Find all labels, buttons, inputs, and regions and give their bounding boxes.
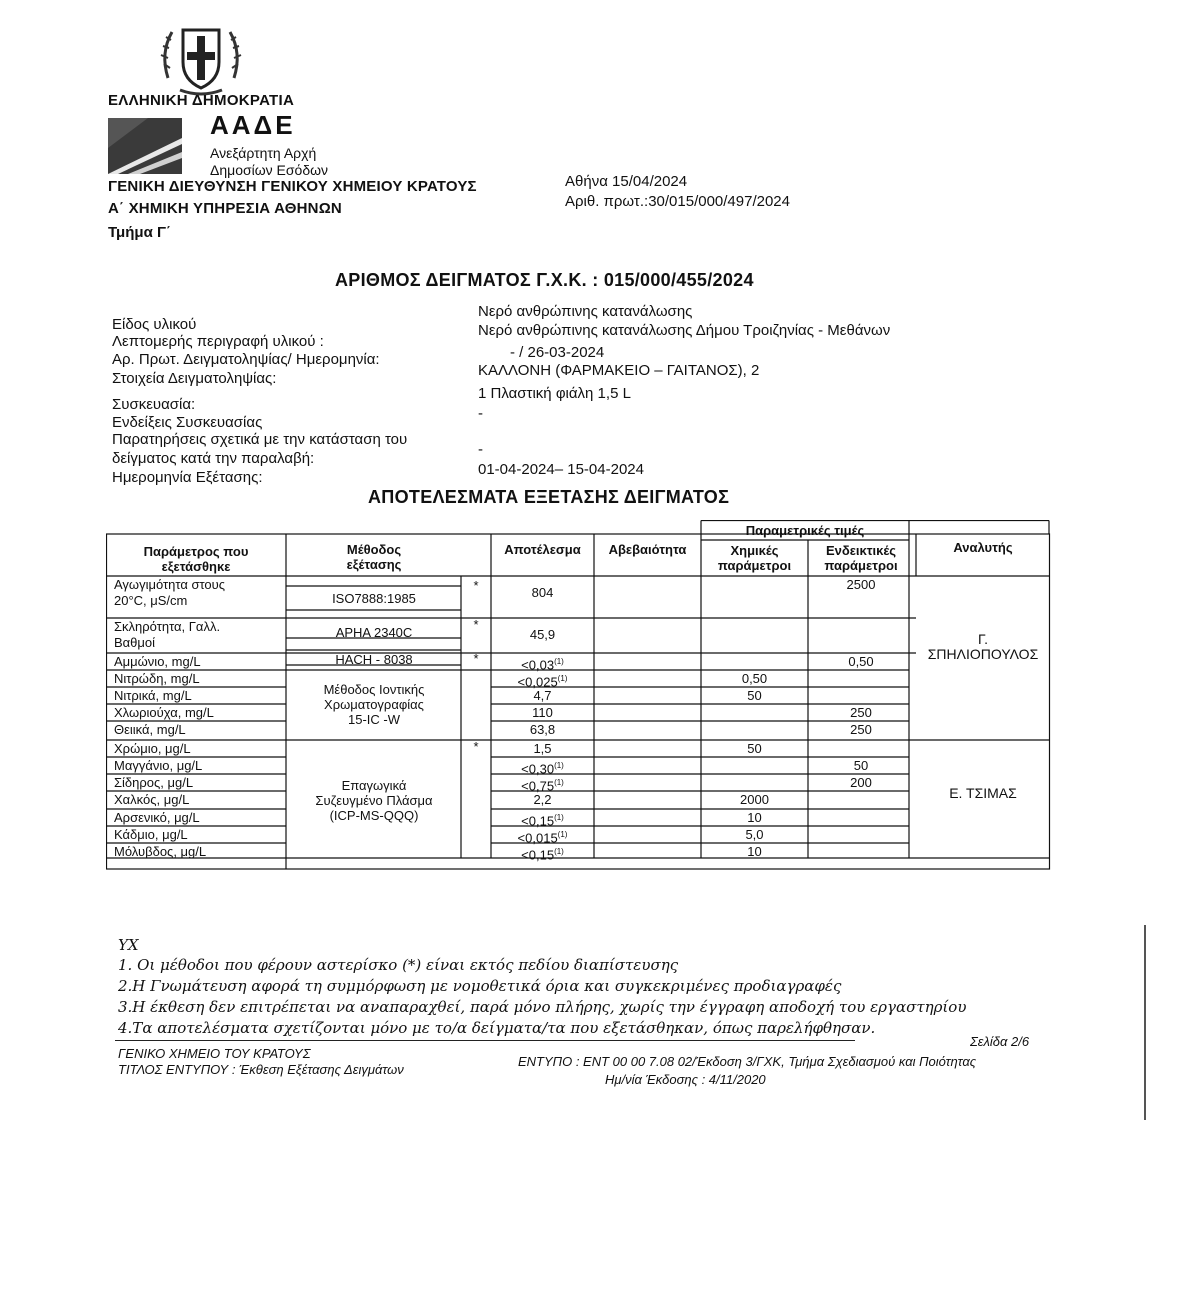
info-label: Αρ. Πρωτ. Δειγματοληψίας/ Ημερομηνία: bbox=[112, 351, 380, 368]
parameter-name: Σίδηρος, μg/L bbox=[114, 775, 194, 790]
result-value bbox=[494, 705, 591, 720]
header-parameter-line2: εξετάσθηκε bbox=[161, 559, 231, 574]
footnote-marker: (1) bbox=[554, 657, 564, 666]
info-label: Είδος υλικού bbox=[112, 316, 197, 333]
results-title: ΑΠΟΤΕΛΕΣΜΑΤΑ ΕΞΕΤΑΣΗΣ ΔΕΙΓΜΑΤΟΣ bbox=[368, 487, 730, 507]
aade-logo-icon bbox=[108, 118, 182, 174]
footnote-marker: (1) bbox=[554, 813, 564, 822]
footer-issue-date: Ημ/νία Έκδοσης : 4/11/2020 bbox=[605, 1072, 766, 1087]
result-value bbox=[494, 775, 591, 793]
analyst-surname: ΣΠΗΛΙΟΠΟΥΛΟΣ bbox=[927, 646, 1039, 662]
footer-divider bbox=[115, 1040, 855, 1041]
parameter-name: Χαλκός, μg/L bbox=[114, 792, 190, 807]
aade-title: ΑΑΔΕ bbox=[210, 110, 296, 140]
footnote-marker: (1) bbox=[557, 674, 568, 683]
parameter-name: Κάδμιο, μg/L bbox=[114, 827, 188, 842]
analyst-spiliopoulos bbox=[919, 632, 1047, 662]
header-parameter-line1: Παράμετρος που bbox=[143, 544, 249, 559]
method-ion-line3: 15-IC -W bbox=[348, 712, 400, 727]
method-apha: APHA 2340C bbox=[335, 625, 413, 640]
header-indicative-line1: Ενδεικτικές bbox=[825, 543, 897, 558]
general-directorate: ΓΕΝΙΚΗ ΔΙΕΥΘΥΝΣΗ ΓΕΝΙΚΟΥ ΧΗΜΕΙΟΥ ΚΡΑΤΟΥΣ bbox=[108, 178, 477, 195]
method-ion-line2: Χρωματογραφίας bbox=[324, 697, 424, 712]
header-indicative-line2: παράμετροι bbox=[824, 558, 898, 573]
info-value: 1 Πλαστική φιάλη 1,5 L bbox=[478, 385, 631, 402]
authority-line-2: Δημοσίων Εσόδων bbox=[210, 162, 329, 178]
note-3: 3.Η έκθεση δεν επιτρέπεται να αναπαραχθεί, παρά μόνο πλήρης, χωρίς την έγγραφη αποδοχή του εργαστηρίου bbox=[118, 998, 967, 1016]
service-name: Α΄ ΧΗΜΙΚΗ ΥΠΗΡΕΣΙΑ ΑΘΗΝΩΝ bbox=[108, 200, 342, 217]
result-number: 2,2 bbox=[533, 792, 552, 807]
document-date: Αθήνα 15/04/2024 bbox=[565, 173, 688, 190]
info-value: Νερό ανθρώπινης κατανάλωσης bbox=[478, 303, 693, 320]
result-value bbox=[494, 671, 591, 689]
header-parametric-values: Παραμετρικές τιμές bbox=[745, 523, 865, 538]
parameter-name: Αγωγιμότητα στους bbox=[114, 577, 226, 592]
info-value: - / 26-03-2024 bbox=[510, 344, 605, 361]
result-number: <0,025 bbox=[517, 674, 558, 690]
info-label: Παρατηρήσεις σχετικά με την κατάσταση του bbox=[112, 431, 408, 448]
result-value bbox=[494, 844, 591, 862]
result-number: <0,03 bbox=[521, 657, 555, 673]
chemical-limit: 5,0 bbox=[745, 827, 764, 842]
result-number: <0,15 bbox=[521, 813, 555, 829]
result-number: 63,8 bbox=[529, 722, 556, 737]
asterisk-mark: * bbox=[473, 651, 479, 666]
method-icp-line1: Επαγωγικά bbox=[341, 778, 407, 793]
result-number: 45,9 bbox=[529, 627, 556, 642]
parameter-name: Σκληρότητα, Γαλλ. bbox=[114, 619, 221, 634]
info-value: - bbox=[478, 405, 483, 422]
scan-edge-line bbox=[1144, 925, 1146, 1120]
header-result: Αποτέλεσμα bbox=[504, 542, 581, 557]
header-uncertainty: Αβεβαιότητα bbox=[608, 542, 687, 557]
parameter-name: Μαγγάνιο, μg/L bbox=[114, 758, 203, 773]
header-analyst: Αναλυτής bbox=[953, 540, 1013, 555]
parameter-unit: 20°C, μS/cm bbox=[114, 593, 188, 608]
parameter-name: Χλωριούχα, mg/L bbox=[114, 705, 214, 720]
result-value bbox=[494, 792, 591, 807]
result-number: <0,75 bbox=[521, 778, 555, 794]
footnote-marker: (1) bbox=[554, 778, 564, 787]
chemical-limit: 10 bbox=[747, 810, 762, 825]
header-chemical bbox=[704, 543, 805, 573]
footer-form-title: ΤΙΤΛΟΣ ΕΝΤΥΠΟΥ : Έκθεση Εξέτασης Δειγμάτων bbox=[118, 1062, 404, 1077]
result-value bbox=[494, 688, 591, 703]
chemical-limit: 50 bbox=[747, 741, 762, 756]
note-1: 1. Οι μέθοδοι που φέρουν αστερίσκο (*) είναι εκτός πεδίου διαπίστευσης bbox=[118, 956, 679, 974]
info-label: Ημερομηνία Εξέτασης: bbox=[112, 469, 263, 486]
info-value: - bbox=[478, 441, 483, 458]
footer-gck: ΓΕΝΙΚΟ ΧΗΜΕΙΟ ΤΟΥ ΚΡΑΤΟΥΣ bbox=[118, 1046, 311, 1061]
asterisk-mark: * bbox=[473, 578, 479, 593]
result-number: 804 bbox=[531, 585, 554, 600]
result-number: <0,30 bbox=[521, 761, 555, 777]
parameter-name: Αμμώνιο, mg/L bbox=[114, 654, 201, 669]
method-icp-ms bbox=[289, 778, 459, 823]
footnote-marker: (1) bbox=[557, 830, 568, 839]
protocol-number: Αριθ. πρωτ.:30/015/000/497/2024 bbox=[565, 193, 790, 210]
info-value: ΚΑΛΛΟΝΗ (ΦΑΡΜΑΚΕΙΟ – ΓΑΙΤΑΝΟΣ), 2 bbox=[478, 362, 760, 379]
parameter-unit: Βαθμοί bbox=[114, 635, 156, 650]
method-hach: HACH - 8038 bbox=[335, 652, 413, 667]
results-table bbox=[106, 520, 1051, 870]
parameter-name: Μόλυβδος, μg/L bbox=[114, 844, 207, 859]
republic-heading: ΕΛΛΗΝΙΚΗ ΔΗΜΟΚΡΑΤΙΑ bbox=[108, 92, 295, 109]
header-method-line1: Μέθοδος bbox=[346, 542, 402, 557]
indicative-limit: 200 bbox=[850, 775, 872, 790]
result-value bbox=[494, 758, 591, 776]
method-ion-line1: Μέθοδος Ιοντικής bbox=[323, 682, 425, 697]
result-value bbox=[494, 654, 591, 672]
analyst-initial: Γ. bbox=[977, 631, 989, 647]
parameter-name: Νιτρώδη, mg/L bbox=[114, 671, 200, 686]
indicative-limit: 250 bbox=[850, 722, 872, 737]
result-value bbox=[494, 827, 591, 845]
chemical-limit: 0,50 bbox=[741, 671, 768, 686]
footer-form-code: ΕΝΤΥΠΟ : ΕΝΤ 00 00 7.08 02/Έκδοση 3/ΓΧΚ, Τμήμα Σχεδιασμού και Ποιότητας bbox=[518, 1054, 977, 1069]
indicative-limit: 0,50 bbox=[848, 654, 874, 669]
footnote-marker: (1) bbox=[554, 847, 564, 856]
analyst-tsimas: Ε. ΤΣΙΜΑΣ bbox=[949, 785, 1017, 801]
header-parameter bbox=[109, 544, 283, 574]
chemical-limit: 50 bbox=[747, 688, 762, 703]
result-number: 1,5 bbox=[533, 741, 552, 756]
sample-number-title: ΑΡΙΘΜΟΣ ΔΕΙΓΜΑΤΟΣ Γ.Χ.Κ. : 015/000/455/2024 bbox=[335, 270, 754, 290]
page-number: Σελίδα 2/6 bbox=[970, 1034, 1030, 1049]
header-method bbox=[289, 542, 459, 572]
result-number: <0,15 bbox=[521, 847, 555, 863]
result-value bbox=[494, 722, 591, 737]
result-value bbox=[494, 627, 591, 642]
info-label: Λεπτομερής περιγραφή υλικού : bbox=[112, 333, 324, 350]
indicative-limit: 50 bbox=[853, 758, 869, 773]
info-label: Στοιχεία Δειγματοληψίας: bbox=[112, 370, 277, 387]
parameter-name: Νιτρικά, mg/L bbox=[114, 688, 192, 703]
info-label: Ενδείξεις Συσκευασίας bbox=[112, 414, 263, 431]
asterisk-mark: * bbox=[473, 617, 479, 632]
notes-heading: ΥΧ bbox=[118, 936, 139, 954]
result-number: 4,7 bbox=[533, 688, 552, 703]
parameter-name: Θειικά, mg/L bbox=[114, 722, 186, 737]
footnote-marker: (1) bbox=[554, 761, 564, 770]
note-2: 2.Η Γνωμάτευση αφορά τη συμμόρφωση με νομοθετικά όρια και συγκεκριμένες προδιαγραφές bbox=[118, 977, 842, 995]
authority-line-1: Ανεξάρτητη Αρχή bbox=[210, 145, 317, 161]
method-ion-chromatography bbox=[289, 682, 459, 727]
info-value: Νερό ανθρώπινης κατανάλωσης Δήμου Τροιζηνίας - Μεθάνων bbox=[478, 322, 891, 339]
info-value: 01-04-2024– 15-04-2024 bbox=[478, 461, 644, 478]
header-chemical-line1: Χημικές bbox=[730, 543, 779, 558]
indicative-limit: 2500 bbox=[846, 577, 876, 592]
method-icp-line2: Συζευγμένο Πλάσμα bbox=[315, 793, 433, 808]
note-4: 4.Τα αποτελέσματα σχετίζονται μόνο με το/α δείγματα/τα που εξετάσθηκαν, όπως παρελήφθησαν. bbox=[118, 1019, 876, 1037]
parameter-name: Αρσενικό, μg/L bbox=[114, 810, 200, 825]
result-value bbox=[494, 810, 591, 828]
asterisk-mark: * bbox=[473, 739, 479, 754]
chemical-limit: 10 bbox=[747, 844, 762, 859]
header-chemical-line2: παράμετροι bbox=[717, 558, 792, 573]
info-label: δείγματος κατά την παραλαβή: bbox=[112, 450, 315, 467]
result-value bbox=[494, 741, 591, 756]
result-number: 110 bbox=[532, 705, 553, 720]
info-label: Συσκευασία: bbox=[112, 396, 196, 413]
result-number: <0,015 bbox=[517, 830, 558, 846]
header-indicative bbox=[811, 543, 911, 573]
department-name: Τμήμα Γ΄ bbox=[108, 224, 171, 241]
greek-coat-of-arms-icon bbox=[158, 18, 244, 96]
indicative-limit: 250 bbox=[850, 705, 872, 720]
header-method-line2: εξέτασης bbox=[346, 557, 402, 572]
method-icp-line3: (ICP-MS-QQQ) bbox=[329, 808, 419, 823]
result-value bbox=[494, 585, 591, 600]
method-iso7888: ISO7888:1985 bbox=[332, 591, 416, 606]
parameter-name: Χρώμιο, μg/L bbox=[114, 741, 191, 756]
chemical-limit: 2000 bbox=[740, 792, 769, 807]
